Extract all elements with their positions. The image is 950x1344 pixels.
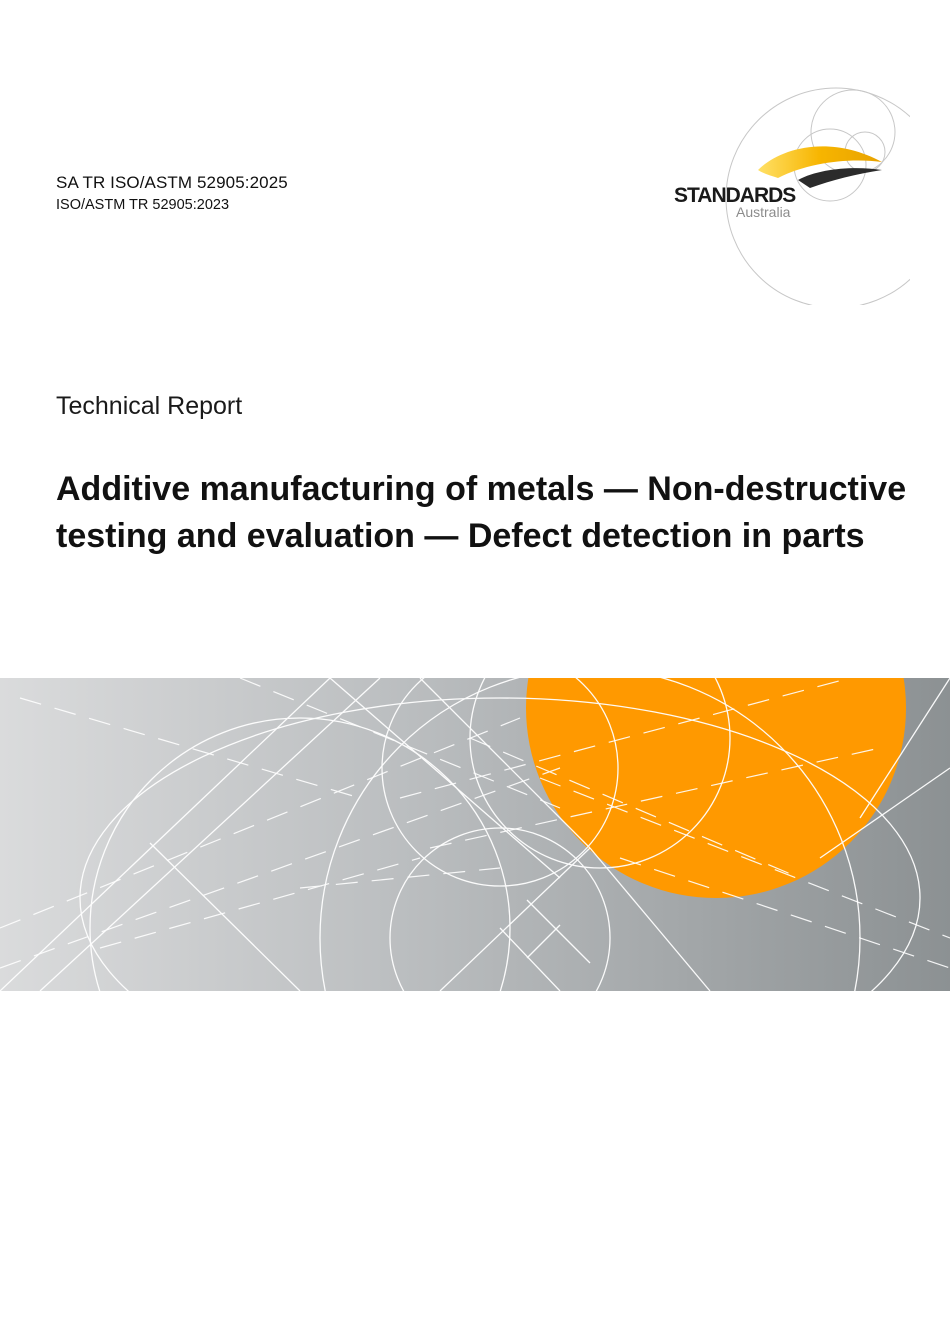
document-title: Additive manufacturing of metals — Non-destructive testing and evaluation — Defect detection in parts: [56, 470, 907, 555]
standards-australia-logo: [660, 70, 910, 305]
logo-subtext: Australia: [736, 204, 791, 220]
designation-primary: SA TR ISO/ASTM 52905:2025: [56, 173, 288, 192]
cover-banner-graphic: [0, 678, 950, 991]
logo-swoosh-lower: [798, 168, 882, 188]
designation-secondary: ISO/ASTM TR 52905:2023: [56, 197, 230, 213]
document-type: Technical Report: [56, 392, 243, 420]
document-designations: [56, 172, 288, 215]
logo-wordmark: STANDARDS: [674, 184, 796, 207]
